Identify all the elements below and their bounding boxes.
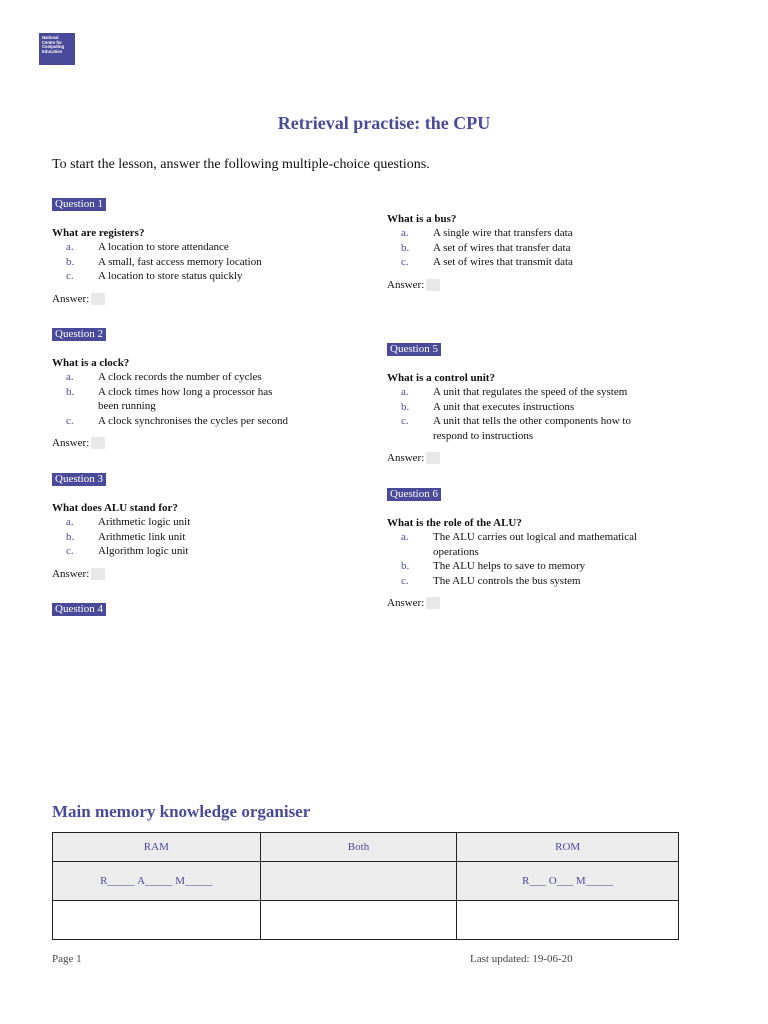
answer-row bbox=[387, 596, 677, 610]
answer-input[interactable] bbox=[91, 293, 105, 305]
option bbox=[52, 385, 342, 414]
logo-line: Computing bbox=[42, 44, 65, 50]
option-text: A single wire that transfers data bbox=[433, 227, 573, 239]
rom-acronym-cell[interactable]: R___ O___ M_____ bbox=[457, 862, 679, 901]
option-text: A clock synchronises the cycles per second bbox=[98, 414, 288, 427]
knowledge-organiser-table bbox=[52, 832, 679, 940]
option-letter: b. bbox=[66, 385, 75, 398]
answer-label: Answer: bbox=[52, 292, 90, 305]
answer-input[interactable] bbox=[426, 597, 440, 609]
table-row bbox=[53, 901, 679, 940]
header-ram: RAM bbox=[53, 833, 261, 862]
question-text: What is a control unit? bbox=[387, 372, 495, 384]
answer-label: Answer: bbox=[387, 597, 425, 609]
option bbox=[387, 255, 677, 270]
option-letter: b. bbox=[401, 560, 410, 572]
question-label: Question 6 bbox=[387, 488, 441, 501]
option bbox=[52, 240, 342, 255]
question-text: What does ALU stand for? bbox=[52, 502, 178, 514]
option bbox=[387, 574, 677, 589]
option bbox=[387, 226, 677, 241]
option bbox=[387, 400, 677, 415]
option-text: A clock times how long a processor has been running bbox=[98, 385, 273, 412]
option-text: Arithmetic link unit bbox=[98, 530, 186, 543]
intro-text: To start the lesson, answer the following multiple-choice questions. bbox=[52, 157, 430, 172]
option-letter: a. bbox=[66, 371, 74, 383]
question-label: Question 5 bbox=[387, 343, 441, 356]
option bbox=[387, 559, 677, 574]
option-text: A set of wires that transmit data bbox=[433, 256, 573, 268]
option-text: Arithmetic logic unit bbox=[98, 516, 191, 528]
option bbox=[52, 414, 342, 429]
answer-input[interactable] bbox=[426, 452, 440, 464]
option-letter: a. bbox=[401, 386, 409, 398]
page-title: Retrieval practise: the CPU bbox=[277, 113, 491, 133]
table-header-row bbox=[53, 833, 679, 862]
logo-line: Education bbox=[42, 48, 63, 54]
option-text: A small, fast access memory location bbox=[98, 255, 262, 268]
section-heading: Main memory knowledge organiser bbox=[52, 802, 311, 821]
option-letter: b. bbox=[66, 530, 75, 543]
last-updated: Last updated: 19-06-20 bbox=[470, 953, 573, 965]
question-text: What is a bus? bbox=[387, 213, 457, 225]
option-letter: c. bbox=[401, 415, 409, 427]
question-4-label-row bbox=[52, 603, 342, 616]
option-letter: c. bbox=[66, 414, 74, 427]
option bbox=[387, 530, 677, 559]
option-letter: c. bbox=[401, 256, 409, 268]
option-letter: b. bbox=[401, 400, 410, 413]
logo-line: National bbox=[42, 35, 59, 40]
option-letter: a. bbox=[66, 241, 74, 253]
ram-notes-cell[interactable] bbox=[53, 901, 261, 940]
question-text: What are registers? bbox=[52, 227, 145, 239]
option-letter: c. bbox=[66, 545, 74, 557]
question-1 bbox=[52, 198, 342, 306]
question-text: What is a clock? bbox=[52, 357, 130, 369]
option-text: A clock records the number of cycles bbox=[98, 371, 262, 383]
question-6 bbox=[387, 488, 677, 610]
answer-input[interactable] bbox=[426, 279, 440, 291]
question-label: Question 3 bbox=[52, 473, 106, 486]
option bbox=[52, 544, 342, 559]
option-letter: c. bbox=[401, 574, 409, 587]
answer-row bbox=[52, 436, 342, 450]
ncce-logo bbox=[39, 33, 75, 65]
option bbox=[52, 530, 342, 545]
question-label: Question 2 bbox=[52, 328, 106, 341]
option-text: The ALU helps to save to memory bbox=[433, 560, 586, 572]
answer-label: Answer: bbox=[387, 452, 425, 464]
header-both: Both bbox=[260, 833, 457, 862]
option-letter: a. bbox=[401, 227, 409, 239]
answer-input[interactable] bbox=[91, 568, 105, 580]
table-row bbox=[53, 862, 679, 901]
option-text: A unit that regulates the speed of the system bbox=[433, 386, 628, 398]
option bbox=[52, 515, 342, 530]
question-2 bbox=[52, 328, 342, 450]
option-text: A location to store status quickly bbox=[98, 270, 243, 282]
option-text: A unit that tells the other components how to respond to instructions bbox=[433, 415, 631, 442]
option-text: Algorithm logic unit bbox=[98, 545, 189, 557]
answer-row bbox=[52, 567, 342, 581]
option-text: A unit that executes instructions bbox=[433, 400, 575, 413]
answer-row bbox=[387, 451, 677, 465]
option-letter: a. bbox=[66, 516, 74, 528]
question-label: Question 1 bbox=[52, 198, 106, 211]
question-3 bbox=[52, 473, 342, 581]
answer-label: Answer: bbox=[52, 567, 90, 580]
option-text: A set of wires that transfer data bbox=[433, 241, 571, 254]
header-rom: ROM bbox=[457, 833, 679, 862]
both-notes-cell[interactable] bbox=[260, 901, 457, 940]
answer-label: Answer: bbox=[52, 437, 90, 449]
ram-acronym-cell[interactable]: R_____ A_____ M_____ bbox=[53, 862, 261, 901]
answer-label: Answer: bbox=[387, 278, 425, 291]
both-acronym-cell[interactable] bbox=[260, 862, 457, 901]
option-text: A location to store attendance bbox=[98, 241, 229, 253]
answer-input[interactable] bbox=[91, 437, 105, 449]
option bbox=[52, 255, 342, 270]
option-text: The ALU controls the bus system bbox=[433, 574, 581, 587]
question-text: What is the role of the ALU? bbox=[387, 517, 522, 529]
option bbox=[387, 241, 677, 256]
logo-line: Centre for bbox=[42, 39, 63, 45]
option-letter: b. bbox=[401, 241, 410, 254]
answer-row bbox=[387, 278, 677, 292]
option-text: The ALU carries out logical and mathematical operations bbox=[433, 531, 638, 558]
option-letter: c. bbox=[66, 270, 74, 282]
option bbox=[387, 414, 677, 443]
option-letter: a. bbox=[401, 531, 409, 543]
rom-notes-cell[interactable] bbox=[457, 901, 679, 940]
page-number: Page 1 bbox=[52, 953, 82, 965]
question-4 bbox=[387, 212, 677, 292]
option bbox=[387, 385, 677, 400]
question-5 bbox=[387, 343, 677, 465]
answer-row bbox=[52, 292, 342, 306]
option bbox=[52, 370, 342, 385]
question-label: Question 4 bbox=[52, 603, 106, 616]
option-letter: b. bbox=[66, 255, 75, 268]
option bbox=[52, 269, 342, 284]
